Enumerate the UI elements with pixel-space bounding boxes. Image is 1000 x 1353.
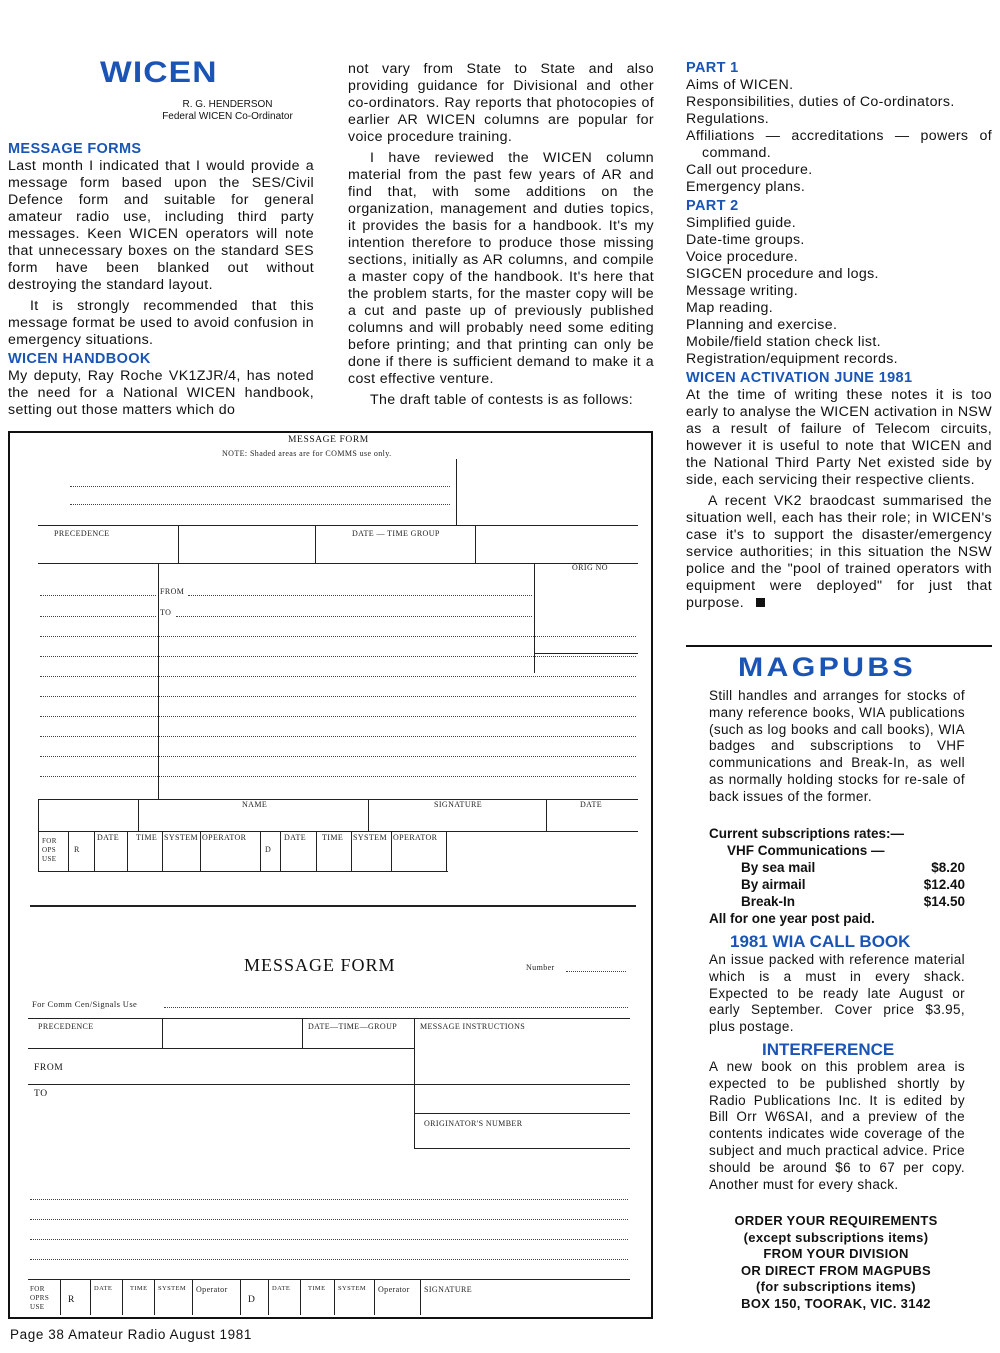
magpubs-title: MAGPUBS bbox=[738, 652, 917, 682]
part1-item: Responsibilities, duties of Co-ordinators. bbox=[686, 94, 955, 110]
form2-from: FROM bbox=[34, 1063, 64, 1073]
left-column bbox=[8, 141, 314, 419]
form2-hline bbox=[414, 1113, 630, 1114]
form2-for-ops-use: FOR OPRS USE bbox=[30, 1285, 50, 1311]
magpubs-p1: Still handles and arranges for stocks of many reference books, WIA publications (such as log books and call books), WIA badges and subscriptions to VHF communications and Break-In, as well as normally holding stocks for re-sale of back issues of the former. bbox=[709, 688, 965, 804]
form1-vline bbox=[138, 799, 139, 831]
part2-item: Map reading. bbox=[686, 300, 774, 316]
activation-p1: At the time of writing these notes it is too early to analyse the WICEN activation in NSW as a result of failure of Telecom circuits, however it is useful to note that WICEN and the National Third Party Net existed side by side, each servicing their respective clients. bbox=[686, 387, 992, 488]
right-column-top bbox=[686, 60, 992, 612]
form1-to: TO bbox=[160, 608, 172, 617]
middle-column bbox=[348, 61, 654, 409]
form1-vline bbox=[315, 525, 316, 563]
part2-item: SIGCEN procedure and logs. bbox=[686, 266, 879, 282]
form2-log-col: DATE bbox=[272, 1285, 291, 1292]
message-forms-figure bbox=[8, 431, 653, 1319]
form2-vline bbox=[192, 1279, 193, 1315]
magpubs-divider bbox=[686, 645, 992, 647]
form1-dotline bbox=[40, 776, 636, 777]
rate-label: Break-In bbox=[741, 894, 796, 909]
form1-log-col: SYSTEM bbox=[353, 833, 387, 842]
interference-body bbox=[709, 1059, 965, 1193]
part2-heading: PART 2 bbox=[686, 198, 739, 214]
form2-title: MESSAGE FORM bbox=[244, 955, 396, 975]
form2-vline bbox=[302, 1018, 303, 1048]
form2-precedence: PRECEDENCE bbox=[38, 1022, 94, 1031]
rate-label: By airmail bbox=[741, 877, 806, 892]
form1-log-col: DATE bbox=[97, 833, 120, 842]
rates-all-for: All for one year post paid. bbox=[709, 911, 875, 926]
form2-vline bbox=[90, 1279, 91, 1315]
form1-vline bbox=[391, 831, 392, 871]
form1-title: MESSAGE FORM bbox=[288, 435, 369, 445]
form1-log-col: TIME bbox=[322, 833, 344, 842]
rate-amount: $8.20 bbox=[931, 860, 965, 875]
rates-heading: Current subscriptions rates:— bbox=[709, 826, 905, 841]
form1-vline bbox=[368, 799, 369, 831]
callbook-text: An issue packed with reference material which is a must in every shack. Expected to be ready late August or early September. Cover price $3.95, plus postage. bbox=[709, 952, 965, 1035]
form2-dotline bbox=[30, 1219, 628, 1220]
form1-vline bbox=[475, 525, 476, 563]
callbook-body bbox=[709, 952, 965, 1036]
form1-log-col: SYSTEM bbox=[164, 833, 198, 842]
form2-hline bbox=[28, 1279, 630, 1280]
form2-vline bbox=[60, 1279, 61, 1315]
form1-log-col: OPERATOR bbox=[202, 833, 247, 842]
rate-amount: $12.40 bbox=[923, 877, 965, 892]
form1-d: D bbox=[265, 845, 272, 854]
form1-dotline bbox=[40, 736, 636, 737]
callbook-heading: 1981 WIA CALL BOOK bbox=[730, 932, 911, 951]
form1-log-col: OPERATOR bbox=[393, 833, 438, 842]
part1-item: Regulations. bbox=[686, 111, 770, 127]
part2-item: Simplified guide. bbox=[686, 215, 797, 231]
form1-hline bbox=[38, 871, 448, 872]
form1-vline bbox=[456, 459, 457, 525]
message-forms-heading: MESSAGE FORMS bbox=[8, 141, 142, 157]
form2-vline bbox=[374, 1279, 375, 1315]
vhf-heading: VHF Communications — bbox=[727, 843, 885, 858]
form2-vline bbox=[240, 1279, 241, 1315]
form1-vline bbox=[546, 799, 547, 831]
form1-vline bbox=[158, 563, 159, 799]
page-footer: Page 38 Amateur Radio August 1981 bbox=[10, 1327, 252, 1342]
form2-log-col: DATE bbox=[94, 1285, 113, 1292]
form1-signature: SIGNATURE bbox=[434, 800, 483, 809]
order-line: (for subscriptions items) bbox=[756, 1279, 916, 1294]
form1-precedence: PRECEDENCE bbox=[54, 529, 110, 538]
activation-p2-text: A recent VK2 braodcast summarised the situation well, each has their role; in WICEN's case it's to support the disaster/emergency service authorities; in this situation the NSW police and the "pool of trained operators with equipment were deployed" for just that purpose. bbox=[686, 493, 992, 611]
subscription-rates bbox=[709, 825, 965, 927]
activation-heading: WICEN ACTIVATION JUNE 1981 bbox=[686, 370, 913, 386]
order-line: (except subscriptions items) bbox=[743, 1229, 929, 1245]
rate-amount: $14.50 bbox=[923, 894, 965, 909]
form1-vline bbox=[260, 831, 261, 871]
form2-log-col: TIME bbox=[130, 1285, 148, 1292]
form2-log-col: Operator bbox=[378, 1285, 410, 1294]
byline bbox=[125, 99, 330, 123]
form1-dotline bbox=[40, 636, 636, 637]
form1-dotline bbox=[176, 616, 532, 617]
form1-vline bbox=[94, 831, 95, 871]
form1-vline bbox=[280, 831, 281, 871]
form1-note: NOTE: Shaded areas are for COMMS use only. bbox=[222, 449, 392, 458]
part2-item: Message writing. bbox=[686, 283, 799, 299]
form1-dotline bbox=[40, 676, 636, 677]
part1-item: Aims of WICEN. bbox=[686, 77, 794, 93]
form1-vline bbox=[446, 831, 447, 871]
form2-vline bbox=[154, 1279, 155, 1315]
part1-item: Emergency plans. bbox=[686, 179, 806, 195]
form1-dotline bbox=[70, 504, 450, 505]
form2-d: D bbox=[248, 1295, 256, 1305]
order-line: FROM YOUR DIVISION bbox=[763, 1246, 909, 1261]
rate-row bbox=[709, 859, 965, 876]
form1-separator bbox=[30, 905, 636, 907]
form1-hline bbox=[38, 799, 638, 800]
part1-item: Affiliations — accreditations — powers of command. bbox=[686, 128, 992, 161]
form2-vline bbox=[268, 1279, 269, 1315]
form1-r: R bbox=[74, 845, 80, 854]
form1-for-ops-use: FOR OPS USE bbox=[42, 837, 57, 863]
form1-hline bbox=[534, 653, 638, 654]
form1-dotline bbox=[40, 696, 636, 697]
end-mark-icon bbox=[756, 598, 765, 607]
form2-log-col: TIME bbox=[308, 1285, 326, 1292]
form1-vline bbox=[162, 831, 163, 871]
form1-vline bbox=[200, 831, 201, 871]
magpubs-body bbox=[709, 688, 965, 806]
handbook-p3: The draft table of contests is as follows: bbox=[370, 392, 634, 408]
form2-hline bbox=[414, 1148, 630, 1149]
form1-dotline bbox=[40, 595, 156, 596]
form1-hline bbox=[38, 525, 638, 526]
form1-date: DATE bbox=[580, 800, 603, 809]
form2-r: R bbox=[68, 1295, 75, 1305]
handbook-p1-start: My deputy, Ray Roche VK1ZJR/4, has noted the need for a National WICEN handbook, setting out those matters which do bbox=[8, 368, 314, 418]
message-forms-p2: It is strongly recommended that this message format be used to avoid confusion in emergency situations. bbox=[8, 298, 314, 348]
form1-name: NAME bbox=[242, 800, 268, 809]
form2-vline bbox=[414, 1018, 415, 1148]
form2-dotline bbox=[164, 1007, 628, 1008]
part2-item: Registration/equipment records. bbox=[686, 351, 898, 367]
part1-item: Call out procedure. bbox=[686, 162, 813, 178]
form2-dtg: DATE—TIME—GROUP bbox=[308, 1022, 398, 1031]
part1-heading: PART 1 bbox=[686, 60, 739, 76]
form1-hline bbox=[38, 563, 638, 564]
form2-vline bbox=[122, 1279, 123, 1315]
form1-from: FROM bbox=[160, 587, 185, 596]
form1-vline bbox=[38, 799, 39, 871]
form2-signature: SIGNATURE bbox=[424, 1285, 473, 1294]
form2-hline bbox=[28, 1018, 630, 1019]
author-name: R. G. HENDERSON bbox=[182, 99, 273, 110]
form2-hline bbox=[28, 1048, 414, 1049]
interference-text: A new book on this problem area is expected to be published shortly by Radio Publications Inc. It is edited by Bill Orr W6SAI, and a preview of the contents indicates wide coverage of the subject and much practical advice. Price should be around $6 to 67 per copy. Another must for every shack. bbox=[709, 1059, 965, 1192]
form2-vline bbox=[162, 1018, 163, 1048]
form2-dotline bbox=[30, 1199, 628, 1200]
handbook-heading: WICEN HANDBOOK bbox=[8, 351, 151, 367]
form2-log-col: Operator bbox=[196, 1285, 228, 1294]
part2-item: Voice procedure. bbox=[686, 249, 799, 265]
author-role: Federal WICEN Co-Ordinator bbox=[162, 111, 293, 122]
form1-log-col: DATE bbox=[284, 833, 307, 842]
form1-orig-no: ORIG NO bbox=[572, 563, 608, 572]
handbook-p1-cont: not vary from State to State and also providing guidance for Divisional and other co-ordinators. Ray reports that photocopies of earlier AR WICEN columns are popular for voice procedure training. bbox=[348, 61, 654, 145]
handbook-p2: I have reviewed the WICEN column material from the past few years of AR and find that, with some additions on the organization, management and duties topics, it provides the basis for a handbook. It's my intention therefore to produce those missing sections, initially as AR columns, and compile a master copy of the handbook. It's here that the problem starts, for the master copy will be a cut and paste up of previously published columns and will probably need some editing before printing; and that printing can only be done if there is sufficient demand to make it a cost effective venture. bbox=[348, 150, 654, 387]
form2-vline bbox=[334, 1279, 335, 1315]
order-line: ORDER YOUR REQUIREMENTS bbox=[734, 1213, 938, 1228]
form1-dotline bbox=[40, 616, 156, 617]
part2-item: Mobile/field station check list. bbox=[686, 334, 881, 350]
form1-vline bbox=[178, 525, 179, 563]
form1-hline bbox=[38, 831, 638, 832]
form1-vline bbox=[68, 831, 69, 871]
form2-vline bbox=[420, 1279, 421, 1315]
form2-log-col: SYSTEM bbox=[158, 1285, 187, 1292]
form2-to: TO bbox=[34, 1089, 48, 1099]
order-line: OR DIRECT FROM MAGPUBS bbox=[740, 1262, 932, 1278]
order-line: BOX 150, TOORAK, VIC. 3142 bbox=[741, 1295, 931, 1311]
activation-p2 bbox=[686, 493, 992, 612]
message-forms-p1: Last month I indicated that I would provide a message form based upon the SES/Civil Defence form and suitable for general amateur radio use, including third party messages. Keen WICEN operators will note that unnecessary boxes on the standard SES form have been blanked out without destroying the standard layout. bbox=[8, 158, 314, 293]
wicen-title: WICEN bbox=[100, 56, 218, 89]
part2-item: Planning and exercise. bbox=[686, 317, 838, 333]
form1-dotline bbox=[40, 656, 636, 657]
form1-log-col: TIME bbox=[136, 833, 158, 842]
form2-number: Number bbox=[526, 963, 555, 972]
form1-dotline bbox=[188, 595, 532, 596]
order-block bbox=[700, 1213, 972, 1312]
interference-heading: INTERFERENCE bbox=[762, 1040, 895, 1059]
part2-item: Date-time groups. bbox=[686, 232, 805, 248]
form2-dotline bbox=[566, 971, 626, 972]
form1-vline bbox=[127, 831, 128, 871]
form2-vline bbox=[300, 1279, 301, 1315]
form1-vline bbox=[351, 831, 352, 871]
form1-vline bbox=[316, 831, 317, 871]
rate-row bbox=[709, 876, 965, 893]
rate-row bbox=[709, 893, 965, 910]
form2-log-col: SYSTEM bbox=[338, 1285, 367, 1292]
rate-label: By sea mail bbox=[741, 860, 816, 875]
form1-dtg: DATE — TIME GROUP bbox=[352, 529, 440, 538]
form2-for-comm: For Comm Cen/Signals Use bbox=[32, 999, 138, 1009]
form2-originator: ORIGINATOR'S NUMBER bbox=[424, 1119, 523, 1128]
form2-hline bbox=[28, 1084, 630, 1085]
form2-instructions: MESSAGE INSTRUCTIONS bbox=[420, 1022, 526, 1031]
form2-dotline bbox=[30, 1239, 628, 1240]
form2-dotline bbox=[30, 1259, 628, 1260]
form1-dotline bbox=[70, 486, 450, 487]
form1-dotline bbox=[40, 716, 636, 717]
form1-dotline bbox=[40, 756, 636, 757]
